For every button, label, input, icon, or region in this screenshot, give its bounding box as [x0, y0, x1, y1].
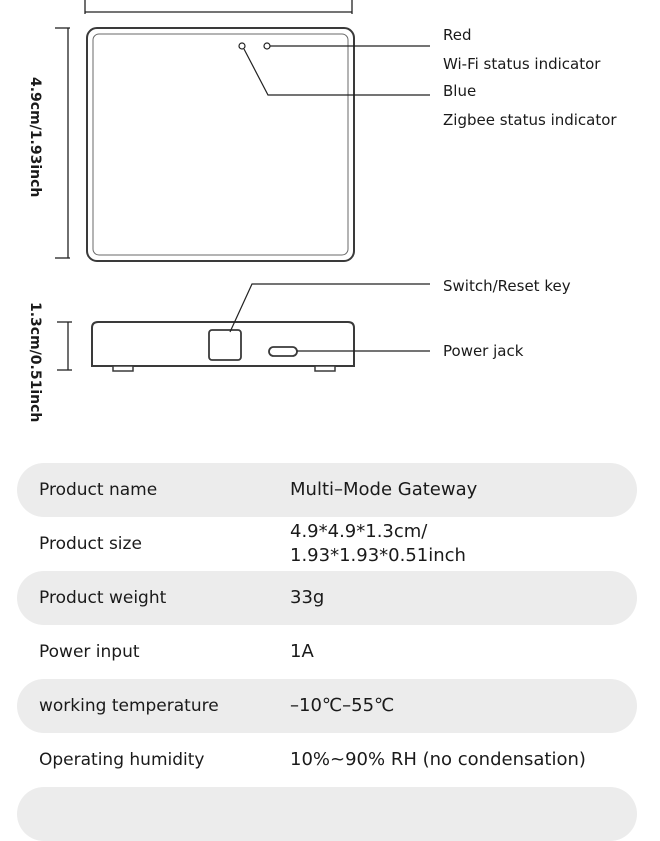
spec-value [290, 571, 324, 625]
spec-value-line: –10℃–55℃ [290, 695, 395, 716]
spec-value [290, 625, 314, 679]
device-top-outline [87, 28, 354, 261]
callout-blue: Blue [443, 82, 477, 100]
red-led-indicator [264, 43, 270, 49]
spec-value-line: 1A [290, 641, 314, 662]
spec-row [17, 571, 637, 625]
top-view-dimension-label: 4.9cm/1.93inch [27, 77, 43, 198]
spec-value-line: 1.93*1.93*0.51inch [290, 545, 466, 566]
spec-value-line: 4.9*4.9*1.3cm/ [290, 521, 428, 542]
blue-led-indicator [239, 43, 245, 49]
spec-name: Product name [39, 480, 158, 500]
device-foot-right [315, 366, 335, 371]
spec-table [17, 463, 637, 841]
callout-wifi-status: Wi-Fi status indicator [443, 55, 601, 73]
callout-red: Red [443, 26, 472, 44]
spec-row [17, 679, 637, 733]
spec-value [290, 517, 466, 571]
spec-row [17, 787, 637, 841]
spec-row [17, 733, 637, 787]
spec-name: Operating humidity [39, 750, 205, 770]
spec-name: Power input [39, 642, 140, 662]
device-foot-left [113, 366, 133, 371]
callout-zigbee-status: Zigbee status indicator [443, 111, 617, 129]
spec-value [290, 733, 586, 787]
callout-power-jack: Power jack [443, 342, 524, 360]
callout-switch-reset: Switch/Reset key [443, 277, 571, 295]
spec-value-line: 33g [290, 587, 325, 608]
spec-row [17, 463, 637, 517]
side-view-dimension-label: 1.3cm/0.51inch [27, 302, 43, 423]
spec-value [290, 463, 477, 517]
switch-reset-key [209, 330, 241, 360]
spec-name: Product size [39, 534, 142, 554]
spec-value [290, 679, 394, 733]
spec-row [17, 625, 637, 679]
spec-row [17, 517, 637, 571]
power-jack-port [269, 347, 297, 356]
spec-value-line: 10%~90% RH (no condensation) [290, 749, 586, 770]
spec-value-line: Multi–Mode Gateway [290, 479, 478, 500]
spec-name: working temperature [39, 696, 219, 716]
spec-name: Product weight [39, 588, 167, 608]
